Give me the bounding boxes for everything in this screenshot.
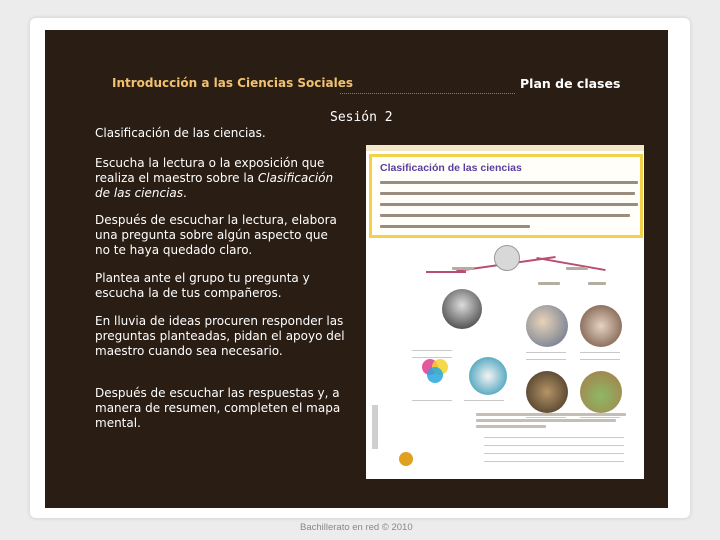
color-circle-icon: [427, 367, 443, 383]
map-label: [452, 267, 474, 270]
step-5: Después de escuchar las respuestas y, a manera de resumen, completen el mapa mental.: [95, 386, 341, 430]
session-label: Sesión 2: [330, 110, 393, 125]
plan-title: Plan de clases: [520, 76, 621, 91]
map-label: [566, 267, 588, 270]
book-highlight-box: [369, 154, 643, 238]
step-1: [95, 156, 345, 201]
book-exercise-text: [476, 413, 626, 416]
book-exercise-text: [476, 419, 616, 422]
people-image: [526, 305, 568, 347]
book-side-label: [372, 405, 378, 449]
sphere-image: [442, 289, 482, 329]
history-image: [526, 371, 568, 413]
footer-credit: Bachillerato en red © 2010: [300, 522, 413, 533]
textbook-page-image: [366, 145, 644, 479]
landscape-image: [580, 371, 622, 413]
step-1-end: .: [183, 186, 187, 200]
page-number-badge: [399, 452, 413, 466]
step-1-emphasis: Clasificación de las ciencias: [95, 171, 334, 200]
map-connector: [426, 271, 466, 273]
map-label: [538, 282, 560, 285]
step-2: Después de escuchar la lectura, elabora una pregunta sobre algún aspecto que no te haya quedado claro.: [95, 213, 337, 257]
microscope-image: [494, 245, 520, 271]
step-4: En lluvia de ideas procuren responder las preguntas planteadas, pidan el apoyo del maestro cuando sea necesario.: [95, 314, 345, 358]
step-3: Plantea ante el grupo tu pregunta y escucha la de tus compañeros.: [95, 271, 310, 300]
step-1-text: Escucha la lectura o la exposición que realiza el maestro sobre la: [95, 156, 325, 185]
doctors-image: [580, 305, 622, 347]
title-divider: [340, 93, 515, 94]
book-box-text: [380, 181, 638, 236]
statue-image: [469, 357, 507, 395]
book-top-strip: [366, 145, 644, 151]
book-box-title: Clasificación de las ciencias: [380, 162, 522, 174]
book-exercise-text: [476, 425, 546, 428]
topic-heading: Clasificación de las ciencias.: [95, 126, 266, 140]
map-label: [588, 282, 606, 285]
course-title: Introducción a las Ciencias Sociales: [112, 76, 354, 90]
